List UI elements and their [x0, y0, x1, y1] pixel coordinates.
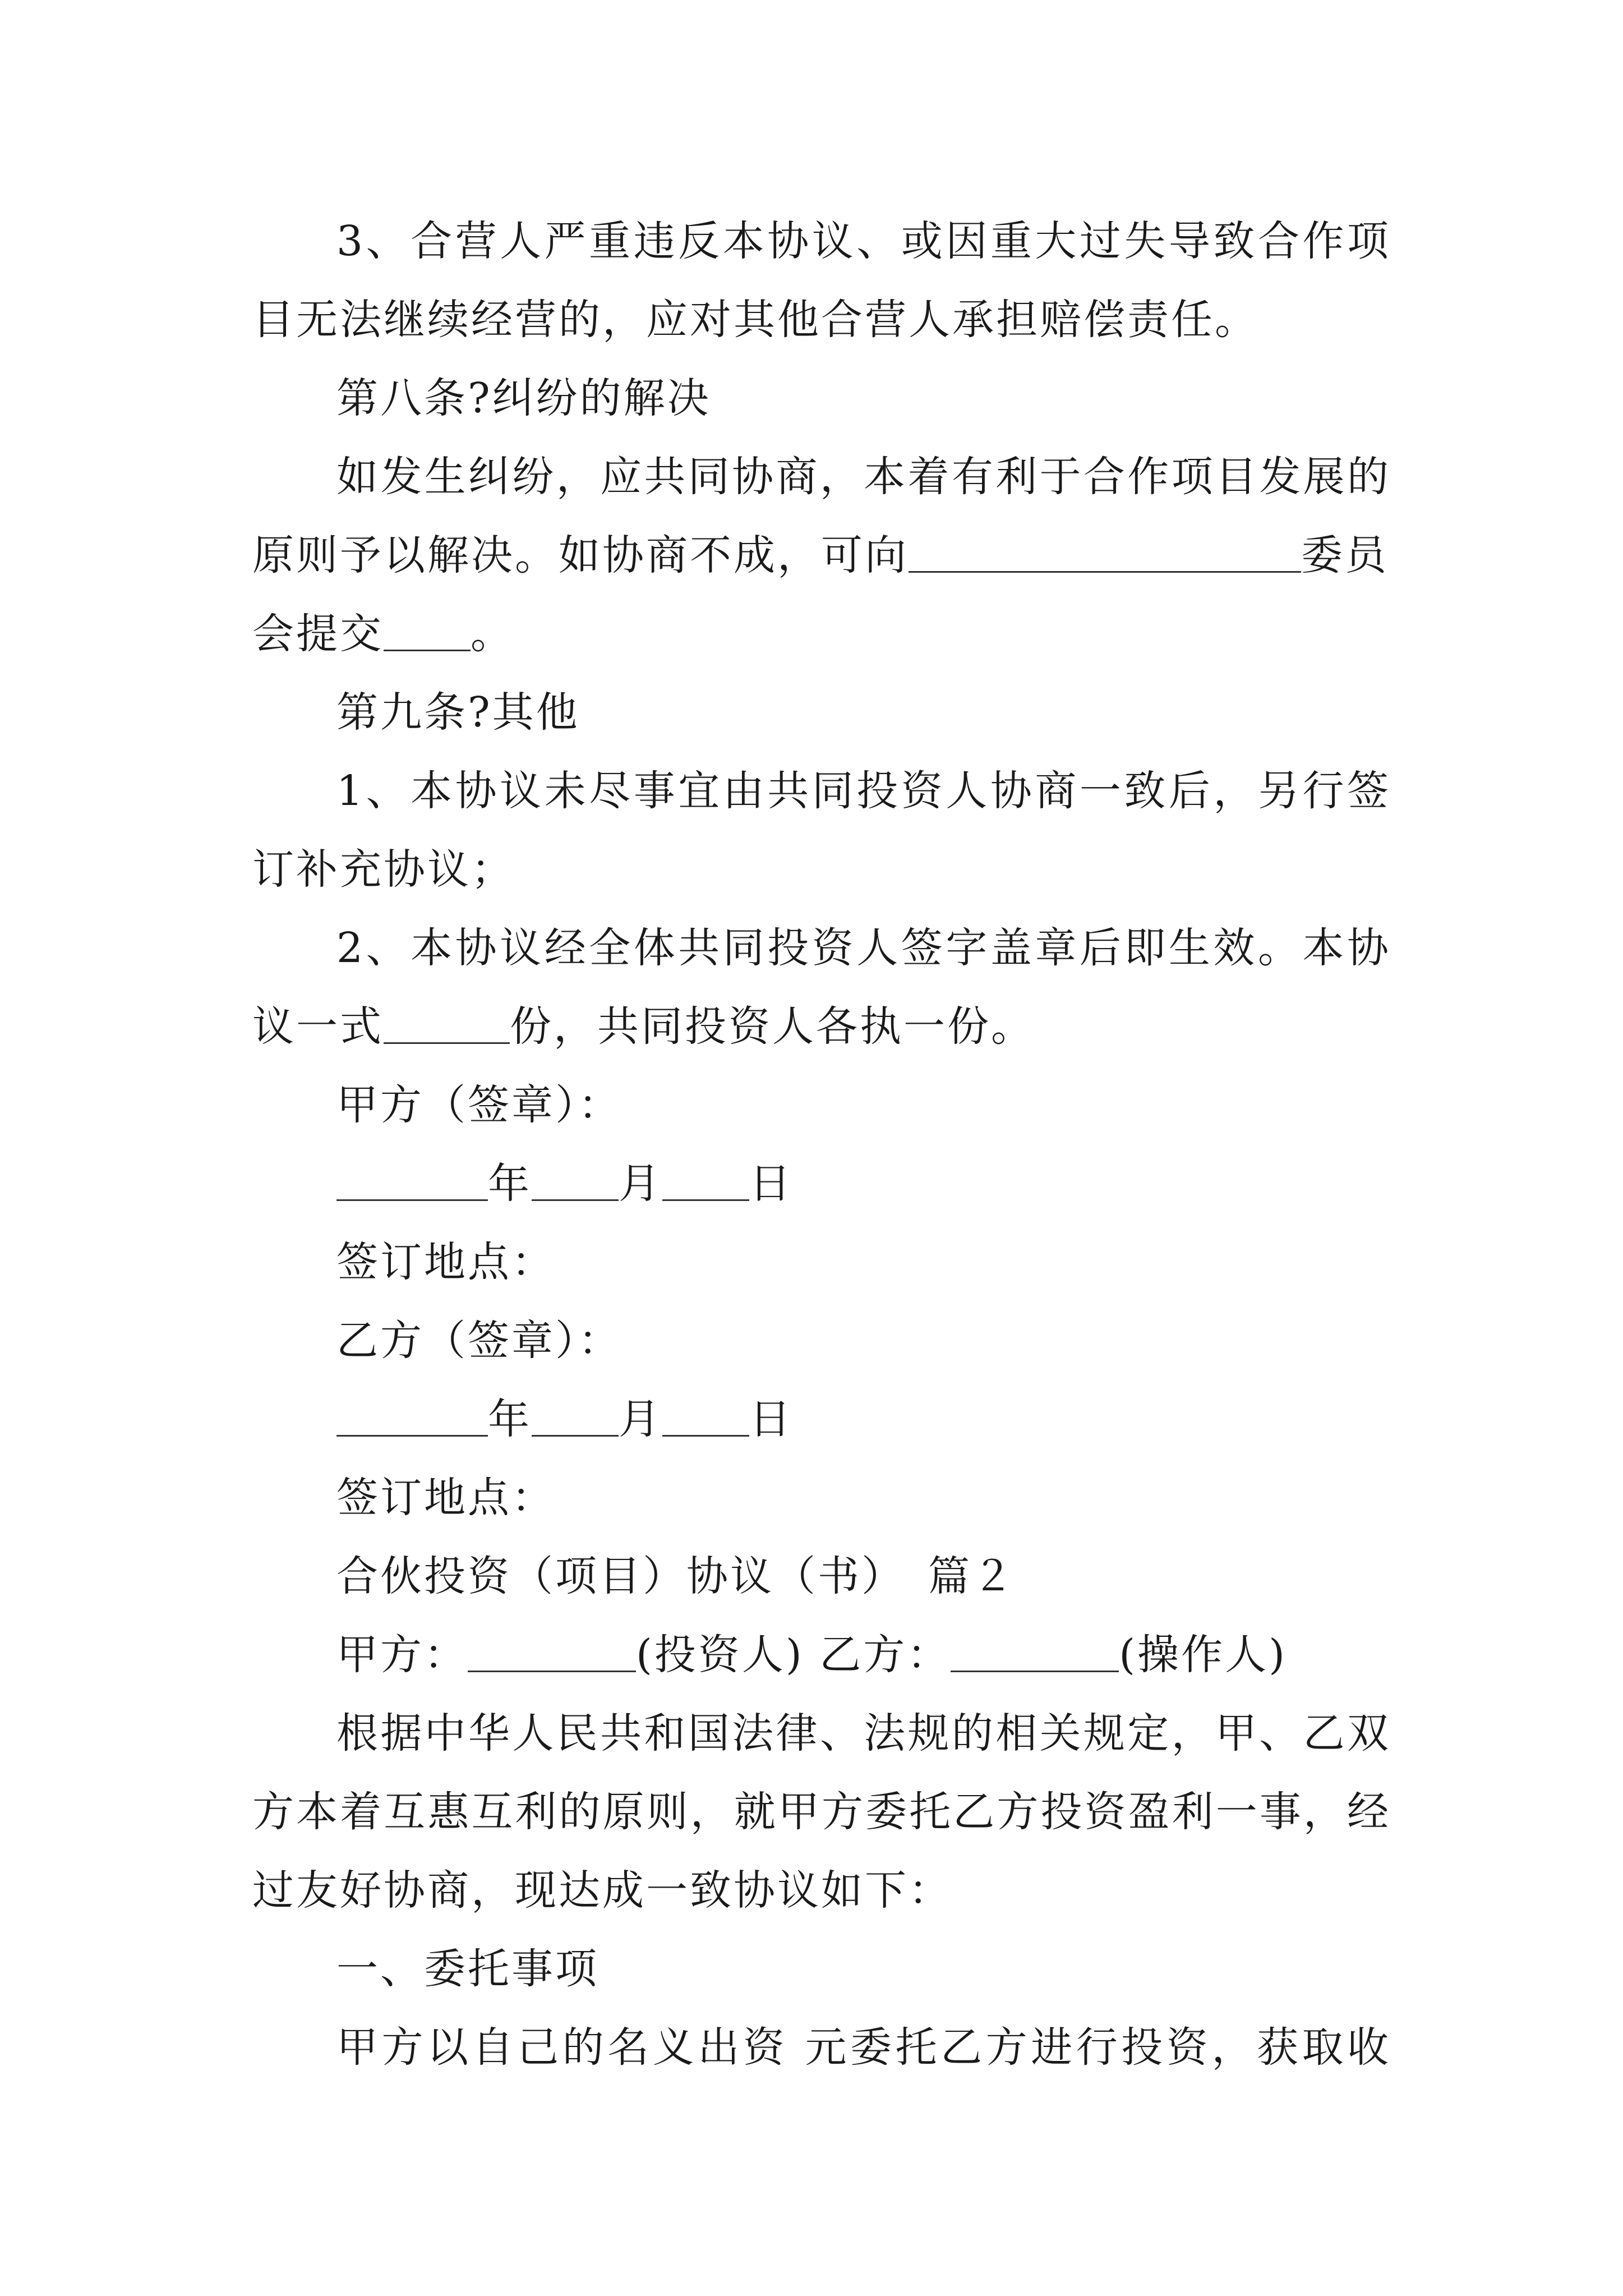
- text-segment: 会提交: [252, 610, 384, 658]
- text-segment: 份，共同投资人各执一份。: [510, 1002, 1035, 1051]
- paragraph-line: [252, 595, 1391, 673]
- paragraph-line: 3、合营人严重违反本协议、或因重大过失导致合作项: [336, 217, 1391, 265]
- document-page: [252, 202, 1391, 2087]
- text-segment: 委员: [1301, 531, 1389, 579]
- text-segment: 议一式: [252, 1002, 384, 1051]
- date-month-label: 月: [619, 1395, 662, 1443]
- date-day-label: 日: [749, 1395, 793, 1443]
- section-heading: 第八条?纠纷的解决: [336, 374, 711, 422]
- paragraph-line: 目无法继续经营的，应对其他合营人承担赔偿责任。: [252, 296, 1258, 344]
- paragraph-line: 订补充协议；: [252, 845, 515, 894]
- paragraph-line: 1、本协议未尽事宜由共同投资人协商一致后，另行签: [336, 767, 1391, 815]
- text-segment: 原则予以解决。如协商不成，可向: [252, 531, 909, 579]
- document-subtitle: 合伙投资（项目）协议（书） 篇２: [336, 1552, 1016, 1600]
- blank-field: [909, 530, 1301, 573]
- text-segment: 甲方：: [336, 1631, 468, 1679]
- party-line: [252, 1616, 1391, 1694]
- signing-place-label: 签订地点：: [336, 1238, 555, 1286]
- date-line: [252, 1380, 1391, 1458]
- paragraph-line: 过友好协商，现达成一致协议如下：: [252, 1866, 952, 1915]
- paragraph-line: [252, 987, 1391, 1066]
- paragraph-line: 甲方以自己的名义出资 元委托乙方进行投资，获取收: [336, 2023, 1391, 2072]
- paragraph-line: 方本着互惠互利的原则，就甲方委托乙方投资盈利一事，经: [252, 1788, 1391, 1836]
- paragraph-line: 如发生纠纷，应共同协商，本着有利于合作项目发展的: [336, 453, 1391, 501]
- date-month-label: 月: [619, 1159, 662, 1208]
- text-segment: 。: [471, 610, 514, 658]
- date-year-label: 年: [488, 1159, 532, 1208]
- blank-field: [384, 608, 471, 651]
- blank-field: [384, 1001, 510, 1044]
- signature-label-party-b: 乙方（签章）：: [336, 1317, 622, 1365]
- section-heading: 一、委托事项: [336, 1945, 599, 1993]
- paragraph-line: [252, 516, 1391, 595]
- blank-field: [468, 1629, 636, 1672]
- date-day-label: 日: [749, 1159, 793, 1208]
- section-heading: 第九条?其他: [336, 688, 580, 737]
- date-line: [252, 1144, 1391, 1223]
- text-segment: (投资人): [636, 1631, 804, 1679]
- blank-field: [336, 1393, 488, 1437]
- text-segment: (操作人): [1119, 1631, 1288, 1679]
- blank-field: [951, 1629, 1119, 1672]
- signature-label-party-a: 甲方（签章）：: [336, 1081, 622, 1129]
- blank-field: [336, 1158, 488, 1201]
- blank-field: [532, 1158, 619, 1201]
- date-year-label: 年: [488, 1395, 532, 1443]
- signing-place-label: 签订地点：: [336, 1474, 555, 1522]
- blank-field: [662, 1393, 749, 1437]
- blank-field: [532, 1393, 619, 1437]
- paragraph-line: 2、本协议经全体共同投资人签字盖章后即生效。本协: [336, 924, 1391, 972]
- text-segment: 乙方：: [819, 1631, 951, 1679]
- blank-field: [662, 1158, 749, 1201]
- paragraph-line: 根据中华人民共和国法律、法规的相关规定，甲、乙双: [336, 1709, 1391, 1757]
